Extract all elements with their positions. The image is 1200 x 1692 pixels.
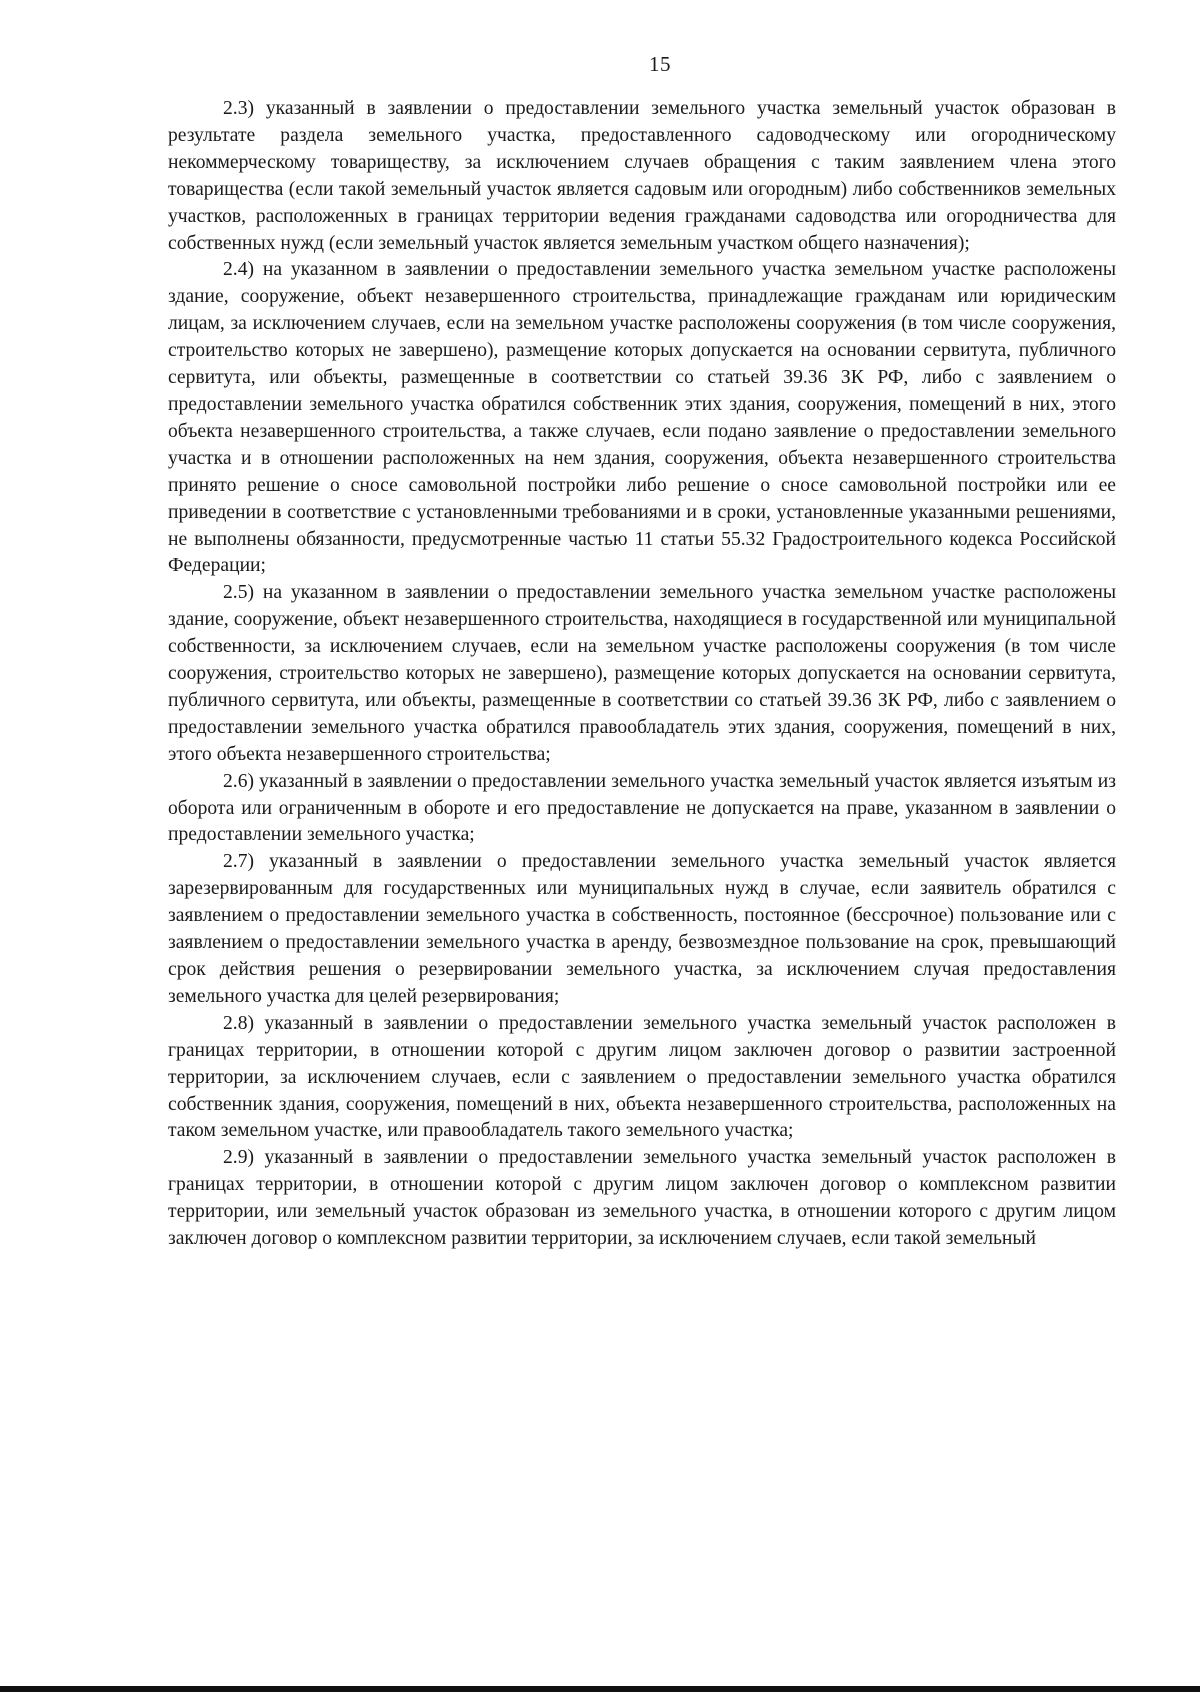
paragraph-2-5: 2.5) на указанном в заявлении о предоставлении земельного участка земельном участке расположены здание, сооружение, объект незавершенного строительства, находящиеся в государственной или муниципальной собственности, за исключением случаев, если на земельном участке расположены сооружения (в том числе сооружения, строительство которых не завершено), размещение которых допускается на основании сервитута, публичного сервитута, или объекты, размещенные в соответствии со статьей 39.36 ЗК РФ, либо с заявлением о предоставлении земельного участка обратился правообладатель этих здания, сооружения, помещений в них, этого объекта незавершенного строительства; [168,582,1116,765]
paragraph-2-8: 2.8) указанный в заявлении о предоставлении земельного участка земельный участок расположен в границах территории, в отношении которой с другим лицом заключен договор о развитии застроенной территории, за исключением случаев, если с заявлением о предоставлении земельного участка обратился собственник здания, сооружения, помещений в них, объекта незавершенного строительства, расположенных на таком земельном участке, или правообладатель такого земельного участка; [168,1012,1116,1142]
page-number: 15 [649,52,671,76]
paragraph-2-4: 2.4) на указанном в заявлении о предоставлении земельного участка земельном участке расположены здание, сооружение, объект незавершенного строительства, принадлежащие гражданам или юридическим лицам, за исключением случаев, если на земельном участке расположены сооружения (в том числе сооружения, строительство которых не завершено), размещение которых допускается на основании сервитута, публичного сервитута, или объекты, размещенные в соответствии со статьей 39.36 ЗК РФ, либо с заявлением о предоставлении земельного участка обратился собственник этих здания, сооружения, помещений в них, этого объекта незавершенного строительства, а также случаев, если подано заявление о предоставлении земельного участка и в отношении расположенных на нем здания, сооружения, объекта незавершенного строительства принято решение о сносе самовольной постройки либо решение о сносе самовольной постройки или ее приведении в соответствие с установленными требованиями и в сроки, установленные указанными решениями, не выполнены обязанности, предусмотренные частью 11 статьи 55.32 Градостроительного кодекса Российской Федерации; [168,259,1116,577]
paragraph-2-7: 2.7) указанный в заявлении о предоставлении земельного участка земельный участок является зарезервированным для государственных или муниципальных нужд в случае, если заявитель обратился с заявлением о предоставлении земельного участка в собственность, постоянное (бессрочное) пользование или с заявлением о предоставлении земельного участка в аренду, безвозмездное пользование на срок, превышающий срок действия решения о резервировании земельного участка, за исключением случая предоставления земельного участка для целей резервирования; [168,851,1116,1007]
paragraph-2-6: 2.6) указанный в заявлении о предоставлении земельного участка земельный участок является изъятым из оборота или ограниченным в обороте и его предоставление не допускается на праве, указанном в заявлении о предоставлении земельного участка; [168,770,1116,846]
document-body [168,96,1116,1253]
scan-bottom-edge [0,1686,1200,1692]
paragraph-2-9: 2.9) указанный в заявлении о предоставлении земельного участка земельный участок расположен в границах территории, в отношении которой с другим лицом заключен договор о комплексном развитии территории, или земельный участок образован из земельного участка, в отношении которого с другим лицом заключен договор о комплексном развитии территории, за исключением случаев, если такой земельный [168,1147,1116,1250]
paragraph-2-3: 2.3) указанный в заявлении о предоставлении земельного участка земельный участок образован в результате раздела земельного участка, предоставленного садоводческому или огородническому некоммерческому товариществу, за исключением случаев обращения с таким заявлением члена этого товарищества (если такой земельный участок является садовым или огородным) либо собственников земельных участков, расположенных в границах территории ведения гражданами садоводства или огородничества для собственных нужд (если земельный участок является земельным участком общего назначения); [168,98,1116,254]
